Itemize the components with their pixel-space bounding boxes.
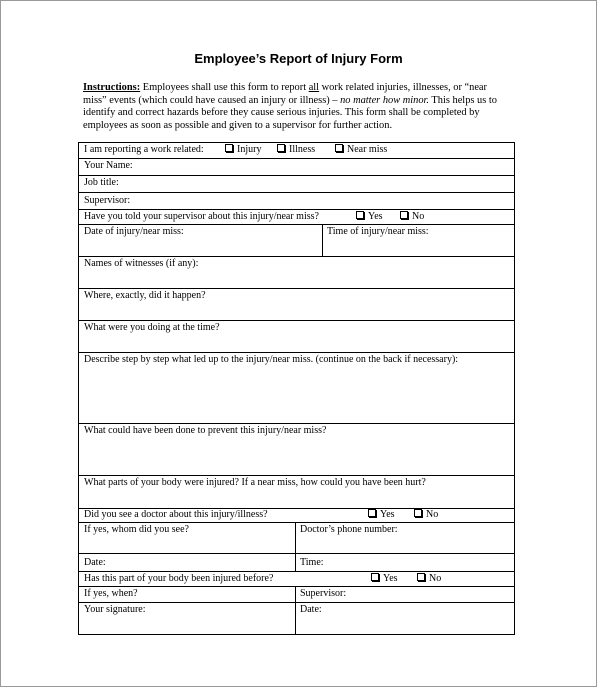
option-near-miss-label: Near miss [347,144,388,155]
instructions-text-2: work related injuries, illnesses, or “near miss” events (which could have caused an injury or illness) – [83,82,488,106]
witnesses-label: Names of witnesses (if any): [84,258,199,269]
checkbox-icon [414,509,422,517]
checkbox-told-no[interactable] [400,211,424,222]
signature-label: Your signature: [84,604,146,615]
option-no-label: No [429,573,442,584]
signature-field[interactable] [79,603,295,634]
where-label: Where, exactly, did it happen? [84,290,206,301]
doctor-phone-field[interactable] [295,523,514,553]
if-yes-when-field[interactable] [79,587,295,602]
row-whom [79,523,514,554]
time-of-injury-field[interactable] [322,225,514,256]
checkbox-icon [400,211,408,219]
row-date-time-injury [79,225,514,257]
whom-field[interactable] [79,523,295,553]
checkbox-icon [371,573,379,581]
reporting-label: I am reporting a work related: [84,144,204,155]
body-parts-label: What parts of your body were injured? If a near miss, how could you have been hurt? [84,477,426,488]
supervisor2-field[interactable] [295,587,514,602]
checkbox-icon [417,573,425,581]
option-no-label: No [412,211,425,222]
instructions-emphasis: no matter how minor. [340,94,430,106]
prevent-label: What could have been done to prevent this injury/near miss? [84,425,327,436]
doctor-phone-label: Doctor’s phone number: [300,524,398,535]
job-title-label: Job title: [84,177,119,188]
row-job-title[interactable] [79,176,514,193]
instructions-text-3: This helps us to identify and correct hazards before they cause serious injuries. This form shall be completed by employees as soon as possible and given to a supervisor for further action. [83,94,497,131]
row-doing[interactable] [79,321,514,353]
checkbox-icon [356,211,364,219]
checkbox-told-yes[interactable] [356,211,383,222]
instructions [83,82,508,132]
row-told-supervisor [79,210,514,225]
row-where[interactable] [79,289,514,321]
option-no-label: No [426,509,439,520]
row-describe[interactable] [79,353,514,424]
option-illness-label: Illness [289,144,316,155]
injury-form-table [78,142,515,635]
option-yes-label: Yes [368,211,383,222]
if-yes-when-label: If yes, when? [84,588,138,599]
time-label: Time: [300,557,324,568]
checkbox-icon [335,144,343,152]
row-witnesses[interactable] [79,257,514,289]
checkbox-injury[interactable] [225,144,261,155]
checkbox-illness[interactable] [277,144,315,155]
row-prevent[interactable] [79,424,514,476]
date2-field[interactable] [295,603,514,634]
instructions-text-1: Employees shall use this form to report [140,82,309,93]
time-of-injury-label: Time of injury/near miss: [327,226,429,237]
time-field[interactable] [295,554,514,571]
date2-label: Date: [300,604,322,615]
supervisor-label: Supervisor: [84,195,131,206]
row-injured-before [79,572,514,587]
row-reporting [79,143,514,159]
row-doctor [79,509,514,523]
date-of-injury-label: Date of injury/near miss: [84,226,184,237]
told-supervisor-label: Have you told your supervisor about this injury/near miss? [84,211,319,222]
doctor-label: Did you see a doctor about this injury/illness? [84,509,268,520]
date-field[interactable] [79,554,295,571]
checkbox-icon [277,144,285,152]
row-your-name[interactable] [79,159,514,176]
row-signature [79,603,514,634]
describe-label: Describe step by step what led up to the injury/near miss. (continue on the back if necessary): [84,354,459,365]
checkbox-injured-yes[interactable] [371,573,398,584]
row-body-parts[interactable] [79,476,514,509]
checkbox-injured-no[interactable] [417,573,441,584]
option-yes-label: Yes [383,573,398,584]
option-injury-label: Injury [237,144,262,155]
row-supervisor[interactable] [79,193,514,210]
checkbox-doctor-no[interactable] [414,509,438,520]
instructions-label: Instructions: [83,82,141,93]
doing-label: What were you doing at the time? [84,322,220,333]
date-label: Date: [84,557,106,568]
whom-label: If yes, whom did you see? [84,524,189,535]
checkbox-doctor-yes[interactable] [368,509,395,520]
row-date-time [79,554,514,572]
injured-before-label: Has this part of your body been injured before? [84,573,274,584]
row-if-yes-when [79,587,514,603]
your-name-label: Your Name: [84,160,133,171]
option-yes-label: Yes [380,509,395,520]
checkbox-near-miss[interactable] [335,144,387,155]
date-of-injury-field[interactable] [79,225,322,256]
form-title: Employee’s Report of Injury Form [194,51,403,66]
instructions-all: all [308,82,320,93]
supervisor2-label: Supervisor: [300,588,347,599]
checkbox-icon [368,509,376,517]
checkbox-icon [225,144,233,152]
